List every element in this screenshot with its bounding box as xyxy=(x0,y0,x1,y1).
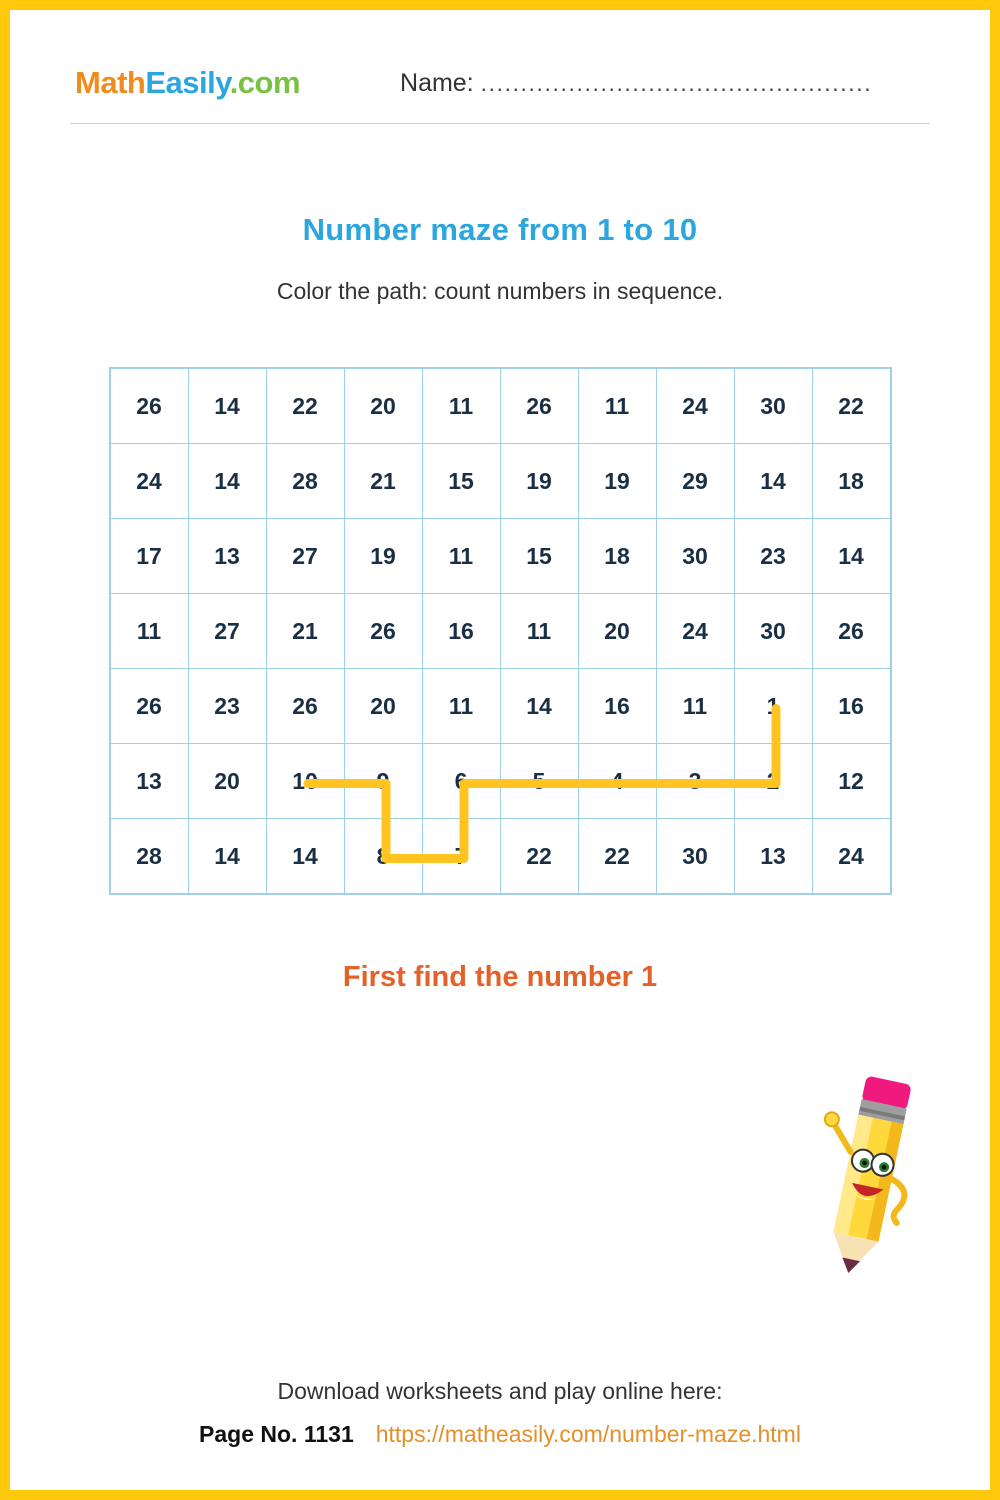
page-number: Page No. 1131 xyxy=(199,1421,354,1447)
maze-cell[interactable]: 22 xyxy=(579,819,656,893)
maze-cell[interactable]: 11 xyxy=(423,519,500,593)
name-dotted-line: ................................................. xyxy=(480,69,873,96)
maze-cell[interactable]: 17 xyxy=(111,519,188,593)
maze-cell[interactable]: 24 xyxy=(111,444,188,518)
maze-cell[interactable]: 14 xyxy=(501,669,578,743)
maze-grid-wrapper xyxy=(40,367,960,895)
maze-cell[interactable]: 23 xyxy=(735,519,812,593)
pencil-mascot-icon xyxy=(792,1070,942,1300)
maze-cell[interactable]: 28 xyxy=(267,444,344,518)
maze-cell[interactable]: 1 xyxy=(735,669,812,743)
maze-cell[interactable]: 20 xyxy=(345,669,422,743)
maze-cell[interactable]: 24 xyxy=(657,369,734,443)
maze-cell[interactable]: 30 xyxy=(735,594,812,668)
maze-cell[interactable]: 18 xyxy=(813,444,890,518)
maze-cell[interactable]: 13 xyxy=(735,819,812,893)
maze-cell[interactable]: 26 xyxy=(345,594,422,668)
maze-cell[interactable]: 20 xyxy=(189,744,266,818)
maze-cell[interactable]: 24 xyxy=(657,594,734,668)
maze-cell[interactable]: 14 xyxy=(813,519,890,593)
logo-part-easily: Easily xyxy=(145,65,230,100)
maze-cell[interactable]: 26 xyxy=(501,369,578,443)
footer-url[interactable]: https://matheasily.com/number-maze.html xyxy=(375,1421,801,1447)
maze-cell[interactable]: 15 xyxy=(423,444,500,518)
page-footer xyxy=(10,1378,990,1448)
maze-cell[interactable]: 20 xyxy=(579,594,656,668)
maze-cell[interactable]: 26 xyxy=(111,669,188,743)
maze-cell[interactable]: 22 xyxy=(501,819,578,893)
maze-cell[interactable]: 11 xyxy=(111,594,188,668)
maze-cell[interactable]: 30 xyxy=(657,819,734,893)
footer-links xyxy=(10,1421,990,1448)
maze-cell[interactable]: 4 xyxy=(579,744,656,818)
maze-cell[interactable]: 30 xyxy=(735,369,812,443)
maze-cell[interactable]: 26 xyxy=(267,669,344,743)
page-title: Number maze from 1 to 10 xyxy=(302,212,698,247)
page-subtitle: Color the path: count numbers in sequence. xyxy=(276,278,724,304)
maze-cell[interactable]: 14 xyxy=(189,819,266,893)
maze-cell[interactable]: 21 xyxy=(267,594,344,668)
maze-cell[interactable]: 11 xyxy=(423,669,500,743)
maze-cell[interactable]: 26 xyxy=(813,594,890,668)
maze-cell[interactable]: 22 xyxy=(267,369,344,443)
maze-cell[interactable]: 19 xyxy=(345,519,422,593)
maze-cell[interactable]: 15 xyxy=(501,519,578,593)
maze-cell[interactable]: 11 xyxy=(501,594,578,668)
maze-cell[interactable]: 2 xyxy=(735,744,812,818)
maze-cell[interactable]: 13 xyxy=(111,744,188,818)
maze-cell[interactable]: 11 xyxy=(657,669,734,743)
maze-cell[interactable]: 28 xyxy=(111,819,188,893)
maze-cell[interactable]: 30 xyxy=(657,519,734,593)
maze-cell[interactable]: 9 xyxy=(345,744,422,818)
maze-cell[interactable]: 13 xyxy=(189,519,266,593)
maze-cell[interactable]: 11 xyxy=(423,369,500,443)
maze-cell[interactable]: 23 xyxy=(189,669,266,743)
site-logo[interactable] xyxy=(75,65,300,101)
maze-cell[interactable]: 8 xyxy=(345,819,422,893)
hint-text: First find the number 1 xyxy=(342,961,658,993)
maze-cell[interactable]: 11 xyxy=(579,369,656,443)
maze-cell[interactable]: 27 xyxy=(267,519,344,593)
maze-cell[interactable]: 5 xyxy=(501,744,578,818)
maze-cell[interactable]: 21 xyxy=(345,444,422,518)
maze-cell[interactable]: 6 xyxy=(423,744,500,818)
logo-part-math: Math xyxy=(75,65,146,100)
maze-cell[interactable]: 26 xyxy=(111,369,188,443)
maze-cell[interactable]: 29 xyxy=(657,444,734,518)
maze-cell[interactable]: 12 xyxy=(813,744,890,818)
maze-cell[interactable]: 19 xyxy=(501,444,578,518)
maze-cell[interactable]: 19 xyxy=(579,444,656,518)
maze-cell[interactable]: 27 xyxy=(189,594,266,668)
page-inner xyxy=(10,10,990,1490)
header-divider xyxy=(70,123,930,124)
maze-cell[interactable]: 14 xyxy=(189,369,266,443)
maze-cell[interactable]: 16 xyxy=(813,669,890,743)
maze-cell[interactable]: 7 xyxy=(423,819,500,893)
maze-cell[interactable]: 16 xyxy=(579,669,656,743)
maze-cell[interactable]: 24 xyxy=(813,819,890,893)
maze-cell[interactable]: 14 xyxy=(267,819,344,893)
page-header xyxy=(40,10,960,101)
maze-cell[interactable]: 22 xyxy=(813,369,890,443)
maze-cell[interactable]: 14 xyxy=(189,444,266,518)
maze-cell[interactable]: 14 xyxy=(735,444,812,518)
logo-part-com: .com xyxy=(229,65,301,100)
maze-cell[interactable]: 16 xyxy=(423,594,500,668)
maze-grid[interactable] xyxy=(109,367,892,895)
maze-cell[interactable]: 3 xyxy=(657,744,734,818)
name-label: Name: xyxy=(400,68,474,97)
footer-download-text: Download worksheets and play online here: xyxy=(277,1378,723,1404)
maze-cell[interactable]: 20 xyxy=(345,369,422,443)
name-field[interactable] xyxy=(400,69,872,98)
maze-cell[interactable]: 10 xyxy=(267,744,344,818)
maze-cell[interactable]: 18 xyxy=(579,519,656,593)
